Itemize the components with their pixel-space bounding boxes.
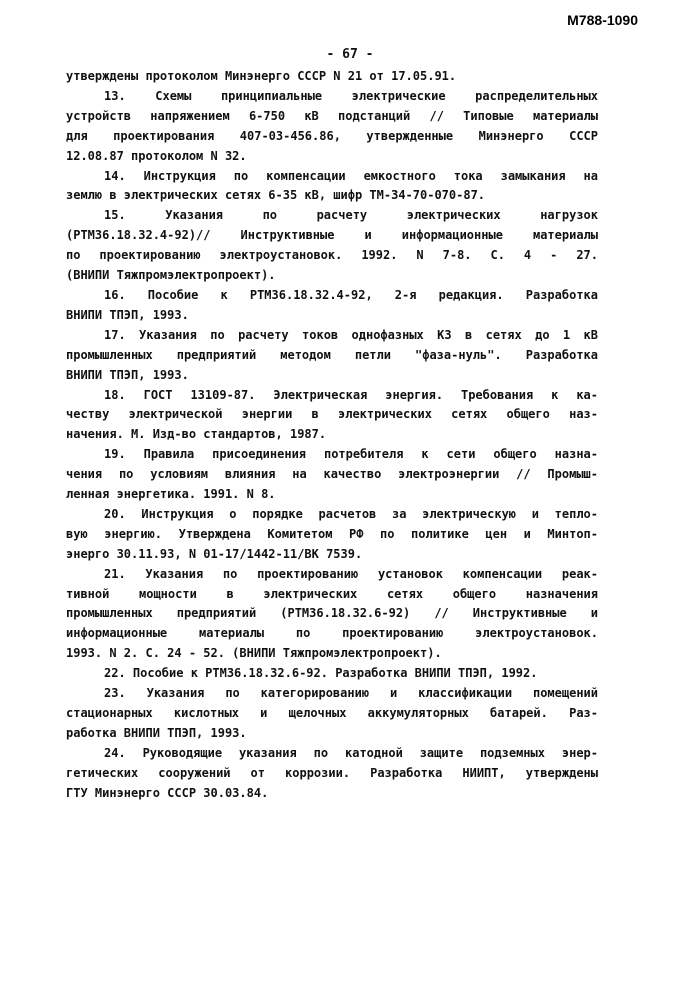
text-line: гетических сооружений от коррозии. Разработка НИИПТ, утверждены — [66, 765, 598, 780]
text-line: утверждены протоколом Минэнерго СССР N 21 от 17.05.91. — [66, 69, 457, 83]
text-line: (ВНИПИ Тяжпромэлектропроект). — [66, 268, 276, 283]
text-line: 22. Пособие к РТМ36.18.32.6-92. Разработка ВНИПИ ТПЭП, 1992. — [104, 666, 538, 681]
text-line: ВНИПИ ТПЭП, 1993. — [66, 307, 189, 322]
text-line: землю в электрических сетях 6-35 кВ, шифр ТМ-34-70-070-87. — [66, 188, 486, 203]
text-line: ГТУ Минэнерго СССР 30.03.84. — [66, 785, 269, 800]
text-line: 16. Пособие к РТМ36.18.32.4-92, 2-я редакция. Разработка — [104, 287, 598, 302]
text-line: 18. ГОСТ 13109-87. Электрическая энергия. Требования к ка- — [104, 387, 598, 402]
text-line: честву электрической энергии в электрических сетях общего наз- — [66, 407, 598, 422]
page-number: - 67 - — [326, 47, 374, 62]
text-line: 24. Руководящие указания по катодной защите подземных энер- — [104, 745, 598, 760]
text-line: информационные материалы по проектированию электроустановок. — [66, 626, 598, 641]
text-line: 12.08.87 протоколом N 32. — [66, 148, 247, 163]
text-line: 21. Указания по проектированию установок компенсации реак- — [104, 566, 598, 581]
text-line: 19. Правила присоединения потребителя к сети общего назна- — [104, 447, 598, 462]
text-line: начения. М. Изд-во стандартов, 1987. — [66, 427, 327, 442]
text-line: по проектированию электроустановок. 1992. N 7-8. С. 4 - 27. — [66, 248, 598, 263]
text-line: работка ВНИПИ ТПЭП, 1993. — [66, 725, 247, 740]
document-code: М788-1090 — [567, 12, 638, 28]
text-line: тивной мощности в электрических сетях общего назначения — [66, 586, 598, 601]
text-line: промышленных предприятий методом петли "фаза-нуль". Разработка — [66, 347, 598, 362]
text-line: 14. Инструкция по компенсации емкостного тока замыкания на — [104, 168, 598, 183]
text-line: вую энергию. Утверждена Комитетом РФ по политике цен и Минтоп- — [66, 526, 598, 541]
text-line: 23. Указания по категорированию и классификации помещений — [104, 686, 598, 701]
text-line: 20. Инструкция о порядке расчетов за электрическую и тепло- — [104, 506, 598, 521]
text-line: для проектирования 407-03-456.86, утвержденные Минэнерго СССР — [66, 128, 598, 143]
text-line: ленная энергетика. 1991. N 8. — [66, 487, 276, 502]
text-line: чения по условиям влияния на качество электроэнергии // Промыш- — [66, 467, 598, 482]
text-line: 17. Указания по расчету токов однофазных КЗ в сетях до 1 кВ — [104, 327, 598, 342]
reference-list — [66, 67, 598, 804]
text-line: устройств напряжением 6-750 кВ подстанций // Типовые материалы — [66, 108, 598, 123]
text-line: (РТМ36.18.32.4-92)// Инструктивные и информационные материалы — [66, 228, 598, 243]
text-line: энерго 30.11.93, N 01-17/1442-11/ВК 7539. — [66, 546, 363, 561]
text-line: 1993. N 2. С. 24 - 52. (ВНИПИ Тяжпромэлектропроект). — [66, 646, 442, 661]
text-line: ВНИПИ ТПЭП, 1993. — [66, 367, 189, 382]
text-line: 13. Схемы принципиальные электрические распределительных — [104, 88, 598, 103]
text-line: промышленных предприятий (РТМ36.18.32.6-92) // Инструктивные и — [66, 606, 598, 621]
text-line: 15. Указания по расчету электрических нагрузок — [104, 208, 598, 223]
text-line: стационарных кислотных и щелочных аккумуляторных батарей. Раз- — [66, 706, 598, 720]
